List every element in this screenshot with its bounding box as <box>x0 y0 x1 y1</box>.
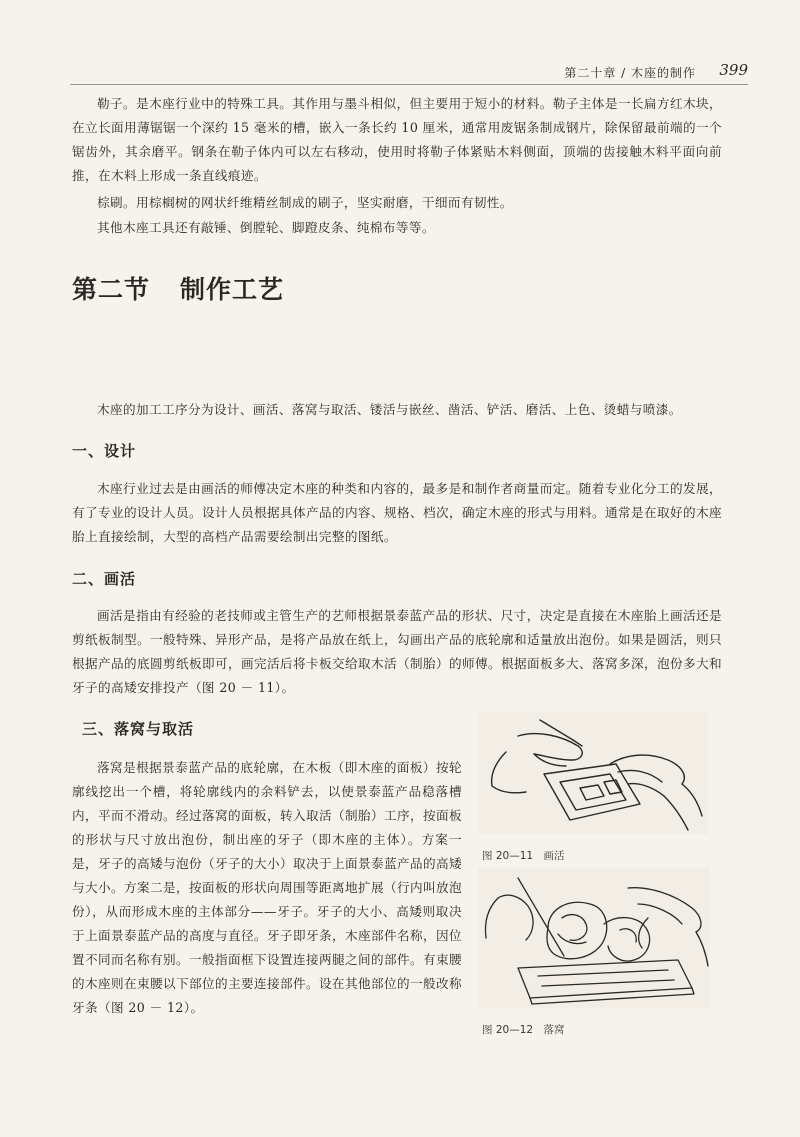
subsection-heading-carving: 三、落窝与取活 <box>82 720 195 738</box>
carving-hands-illustration <box>478 868 710 1008</box>
figure-caption-20-11: 图 20—11 画活 <box>482 850 565 862</box>
section-title <box>72 270 284 306</box>
drawing-hands-illustration <box>478 712 708 834</box>
carving-paragraph: 落窝是根据景泰蓝产品的底轮廓，在木板（即木座的面板）按轮廓线挖出一个槽，将轮廓线内的余料铲去，以使景泰蓝产品稳落槽内，平而不滑动。经过落窝的面板，转入取活（制胎）工序，按面板的形状与尺寸放出泡份，制出座的牙子（即木座的主体）。方案一是，牙子的高矮与泡份（牙子的大小）取决于上面景泰蓝产品的高矮与大小。方案二是，按面板的形状向周围等距离地扩展（行内叫放泡份），从而形成木座的主体部分——牙子。牙子的大小、高矮则取决于上面景泰蓝产品的高度与直径。牙子即牙条，木座部件名称，因位置不同而名称有别。一般指面框下设置连接两腿之间的部件。有束腰的木座则在束腰以下部位的主要连接部件。设在其他部位的一般改称牙条（图 20 － 12）。 <box>72 760 462 1015</box>
page-number: 399 <box>719 61 748 79</box>
intro-paragraph-1: 勒子。是木座行业中的特殊工具。其作用与墨斗相似，但主要用于短小的材料。勒子主体是一长扁方红木块，在立长面用薄锯锯一个深约 15 毫米的槽，嵌入一条长约 10 厘米，通常用废锯条制成钢片，除保留最前端的一个锯齿外，其余磨平。钢条在勒子体内可以左右移动，使用时将勒子体紧贴木料侧面，顶端的齿接触木料平面向前推，在木料上形成一条直线痕迹。 <box>72 96 722 183</box>
drawing-paragraph: 画活是指由有经验的老技师或主管生产的艺师根据景泰蓝产品的形状、尺寸，决定是直接在木座胎上画活还是剪纸板制型。一般特殊、异形产品，是将产品放在纸上，勾画出产品的底轮廓和适量放出泡份。如果是圆活，则只根据产品的底圆剪纸板即可，画完活后将卡板交给取木活（制胎）的师傅。根据面板多大、落窝多深，泡份多大和牙子的高矮安排投产（图 20 － 11）。 <box>72 608 722 695</box>
figure-caption-20-12: 图 20—12 落窝 <box>482 1024 565 1036</box>
section-intro: 木座的加工工序分为设计、画活、落窝与取活、镂活与嵌丝、凿活、铲活、磨活、上色、烫蜡与喷漆。 <box>97 402 682 417</box>
section-number: 第二节 <box>72 275 151 304</box>
intro-paragraph-3: 其他木座工具还有敲锤、倒膛轮、脚蹬皮条、纯棉布等等。 <box>97 220 435 235</box>
subsection-heading-drawing: 二、画活 <box>72 570 137 588</box>
figure-drawing-illustration <box>478 712 708 834</box>
figure-carving-illustration <box>478 868 710 1008</box>
intro-paragraph-2: 棕刷。用棕榈树的网状纤维精丝制成的刷子，坚实耐磨，干细而有韧性。 <box>97 195 513 210</box>
running-header <box>70 62 748 85</box>
header-chapter-title: 第二十章 / 木座的制作 <box>564 66 696 80</box>
subsection-heading-design: 一、设计 <box>72 442 137 460</box>
section-name: 制作工艺 <box>180 275 285 304</box>
design-paragraph: 木座行业过去是由画活的师傅决定木座的种类和内容的，最多是和制作者商量而定。随着专业化分工的发展，有了专业的设计人员。设计人员根据具体产品的内容、规格、档次，确定木座的形式与用料。通常是在取好的木座胎上直接绘制，大型的高档产品需要绘制出完整的图纸。 <box>72 481 722 544</box>
